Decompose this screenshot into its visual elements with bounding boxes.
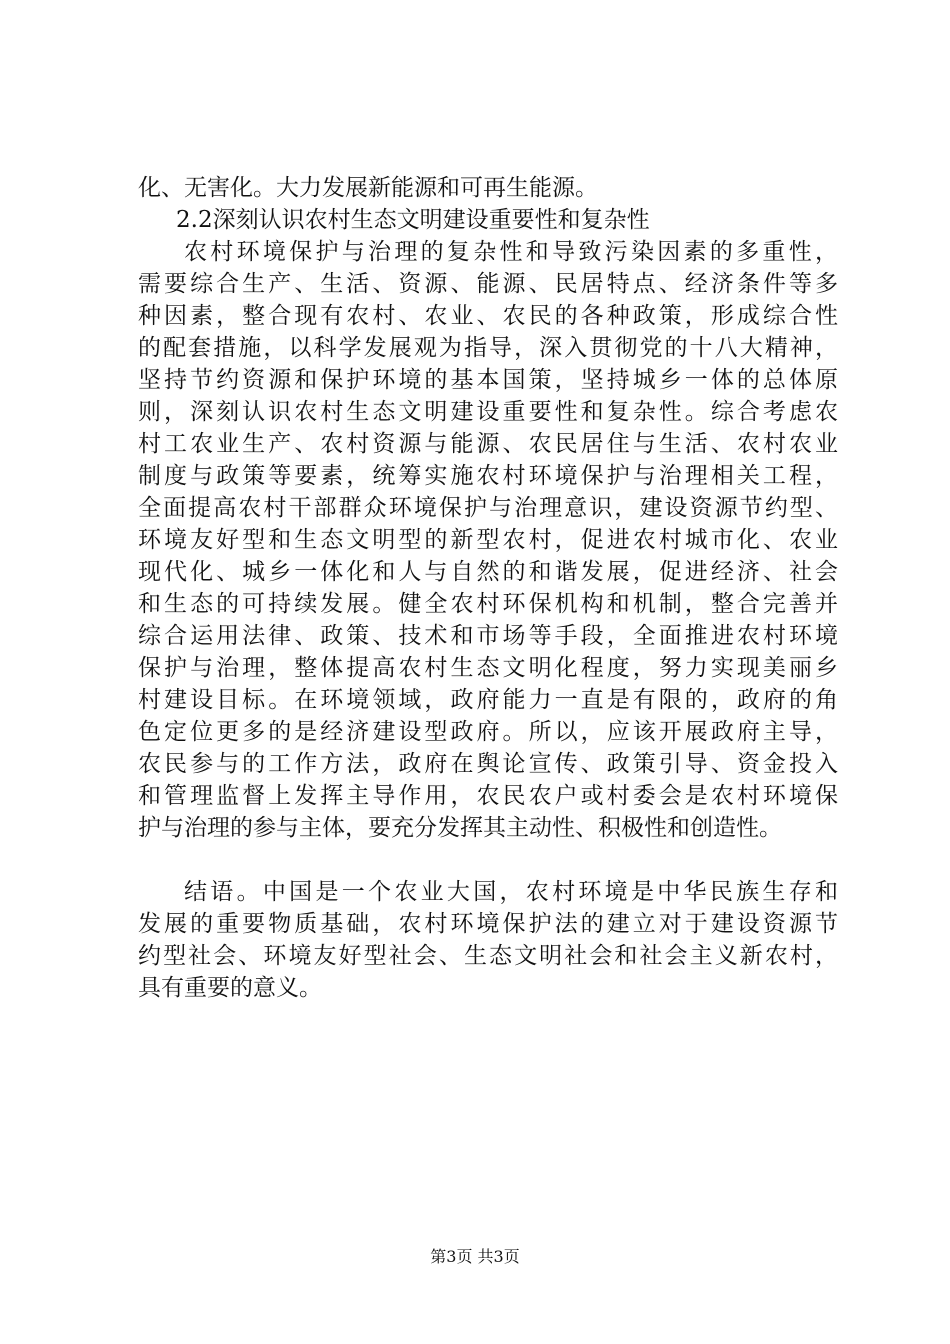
paragraph-line: 农民参与的工作方法，政府在舆论宣传、政策引导、资金投入 [138,751,838,777]
paragraph-line: 约型社会、环境友好型社会、生态文明社会和社会主义新农村， [138,943,838,969]
paragraph-line: 综合运用法律、政策、技术和市场等手段，全面推进农村环境 [138,623,838,649]
paragraph-line: 和管理监督上发挥主导作用，农民农户或村委会是农村环境保 [138,783,838,809]
paragraph-line: 村工农业生产、农村资源与能源、农民居住与生活、农村农业 [138,431,838,457]
paragraph-line: 全面提高农村干部群众环境保护与治理意识，建设资源节约型、 [138,495,838,521]
paragraph-line: 结语。中国是一个农业大国，农村环境是中华民族生存和 [184,879,838,905]
paragraph-line: 制度与政策等要素，统筹实施农村环境保护与治理相关工程， [138,463,838,489]
paragraph-line: 种因素，整合现有农村、农业、农民的各种政策，形成综合性 [138,303,838,329]
paragraph-line: 坚持节约资源和保护环境的基本国策，坚持城乡一体的总体原 [138,367,838,393]
paragraph-line: 和生态的可持续发展。健全农村环保机构和机制，整合完善并 [138,591,838,617]
paragraph-line: 需要综合生产、生活、资源、能源、民居特点、经济条件等多 [138,271,838,297]
page-number-footer: 第3页 共3页 [430,1247,520,1266]
paragraph-line: 现代化、城乡一体化和人与自然的和谐发展，促进经济、社会 [138,559,838,585]
paragraph-line: 农村环境保护与治理的复杂性和导致污染因素的多重性， [184,239,838,265]
document-body [138,172,838,1004]
paragraph-line: 色定位更多的是经济建设型政府。所以，应该开展政府主导， [138,719,838,745]
paragraph-line: 环境友好型和生态文明型的新型农村，促进农村城市化、农业 [138,527,838,553]
paragraph-line: 的配套措施，以科学发展观为指导，深入贯彻党的十八大精神， [138,335,838,361]
paragraph-line: 具有重要的意义。 [138,975,322,1001]
paragraph-line: 护与治理的参与主体，要充分发挥其主动性、积极性和创造性。 [138,815,782,841]
paragraph-line: 化、无害化。大力发展新能源和可再生能源。 [138,175,598,201]
paragraph-line: 村建设目标。在环境领域，政府能力一直是有限的，政府的角 [138,687,838,713]
paragraph-spacer [138,844,838,876]
paragraph-line: 发展的重要物质基础，农村环境保护法的建立对于建设资源节 [138,911,838,937]
paragraph-line: 保护与治理，整体提高农村生态文明化程度，努力实现美丽乡 [138,655,838,681]
paragraph-line: 则，深刻认识农村生态文明建设重要性和复杂性。综合考虑农 [138,399,838,425]
section-heading: 2.2深刻认识农村生态文明建设重要性和复杂性 [176,207,650,233]
